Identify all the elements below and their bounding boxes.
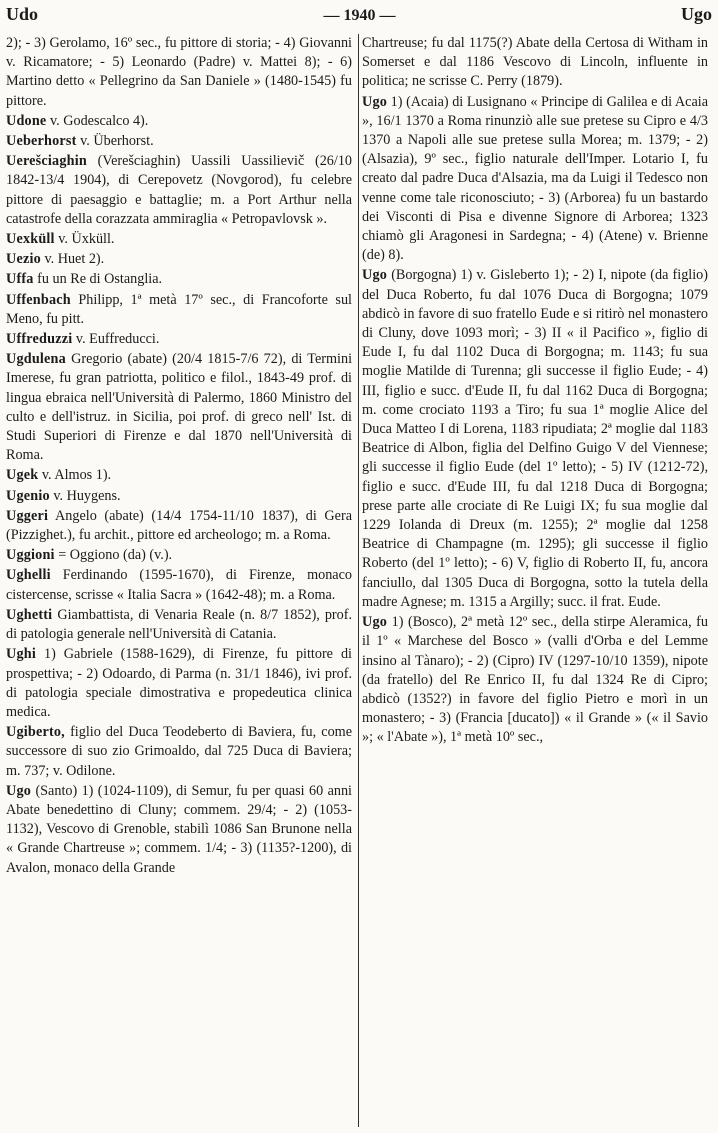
- entry-headword: Ueberhorst: [6, 133, 77, 150]
- dictionary-entry: [362, 93, 708, 266]
- dictionary-entry: [6, 250, 352, 269]
- dictionary-entry: [6, 723, 352, 781]
- entry-text: 1) (Bosco), 2ª metà 12º sec., della stirpe Aleramica, fu il 1º « Marchese del Bosco » (valli d'Orba e del Lemme insino al Tànaro); - 2) (Cipro) IV (1297-10/10 1359), nipote (da fratello) del Re Enrico II, fu dal 1324 Re di Cipro; abdicò (1352?) in favore del figlio Pietro e morì in un monastero; - 3) (Francia [ducato]) « il Grande » (« il Savio »; « l'Abate »), 1ª metà 10º sec.,: [362, 614, 708, 746]
- dictionary-entry: [6, 291, 352, 329]
- entry-text: (Santo) 1) (1024-1109), di Semur, fu per quasi 60 anni Abate benedettino di Cluny; commem. 29/4; - 2) (1053-1132), Vescovo di Grenoble, stabilì 1086 San Brunone nella « Grande Chartreuse »; commem. 1/4; - 3) (1135?-1200), di Avalon, monaco della Grande: [6, 782, 353, 876]
- dictionary-entry: [362, 613, 708, 747]
- entry-text: v. Almos 1).: [41, 467, 112, 484]
- header-left-guideword: Udo: [6, 4, 39, 24]
- entry-headword: Ugdulena: [6, 351, 66, 368]
- entry-text: v. Huet 2).: [44, 251, 105, 268]
- dictionary-entry: [6, 606, 352, 644]
- entry-text: 1) Gabriele (1588-1629), di Firenze, fu pittore di prospettiva; - 2) Odoardo, di Parma (n. 31/1 1846), ivi prof. di patologia speciale dimostrativa e propedeutica clinica medica.: [6, 646, 352, 720]
- dictionary-entry: [6, 645, 352, 722]
- dictionary-entry: [362, 266, 708, 612]
- entry-text: Gregorio (abate) (20/4 1815-7/6 72), di Termini Imerese, fu gran patriotta, politico e filol., 1843-49 prof. di lingua ebraica nell'Università di Palermo, 1860 Ministro del culto e dell'istruz. in Sicilia, poi prof. di greco nell' Ist. di Studi Superiori di Firenze e dal 1870 nell'Università di Roma.: [6, 351, 353, 464]
- left-column: [6, 34, 352, 878]
- dictionary-entry: [6, 466, 352, 485]
- entry-text: 1) (Acaia) di Lusignano « Principe di Galilea e di Acaia », 16/1 1370 a Roma rinunziò alle sue pretese su Cipro e 4/3 1370 a Napoli alle sue pretese sulla Morea; m. 1379; - 2) (Alsazia), 9º sec., figlio naturale dell'Imper. Lotario I, fu creato dal padre Duca d'Alsazia, ma da Luigi il Tedesco non venne come tale riconosciuto; - 3) (Arborea) fu un bastardo dei Visconti di Pisa e divenne Signore di Arborea; 1323 chiamò gli Aragonesi in Sardegna; - 4) (Atene) v. Brienne (de) 8).: [362, 93, 708, 264]
- entry-headword: Ugo: [362, 267, 388, 284]
- entry-headword: Uffa: [6, 271, 34, 288]
- entry-headword: Udone: [6, 112, 47, 129]
- entry-headword: Ugiberto,: [6, 724, 65, 741]
- dictionary-entry: [6, 112, 352, 131]
- dictionary-entry: [6, 566, 352, 604]
- entry-headword: Ugenio: [6, 487, 50, 504]
- entry-text: = Oggiono (da) (v.).: [58, 547, 173, 564]
- entry-headword: Ugo: [362, 614, 388, 631]
- dictionary-entry: [6, 132, 352, 151]
- entry-text: (Verešciaghin) Uassili Uassilievič (26/10 1842-13/4 1904), di Cerepovetz (Novgorod), fu celebre pittore di paesaggio e battaglie; m. a Port Arthur nella catastrofe della corazzata ammiraglia « Petropavlovsk ».: [6, 153, 353, 227]
- entry-text: Chartreuse; fu dal 1175(?) Abate della Certosa di Witham in Somerset e dal 1186 Vescovo di Lincoln, influente in politica; ne scrisse C. Perry (1879).: [362, 35, 708, 90]
- entry-text: Giambattista, di Venaria Reale (n. 8/7 1852), prof. di patologia generale nell'Università di Catania.: [6, 606, 353, 643]
- entry-headword: Ugo: [362, 93, 388, 110]
- entry-text: 2); - 3) Gerolamo, 16º sec., fu pittore di storia; - 4) Giovanni v. Ricamatore; - 5) Leonardo (Padre) v. Mattei 8); - 6) Martino detto « Pellegrino da San Daniele » (1480-1545) fu pittore.: [6, 35, 352, 109]
- entry-text: v. Godescalco 4).: [49, 112, 149, 129]
- entry-headword: Uggioni: [6, 547, 55, 564]
- entry-text: v. Euffreducci.: [75, 331, 160, 348]
- column-divider: [358, 34, 359, 1127]
- dictionary-entry: [6, 487, 352, 506]
- dictionary-entry: [6, 782, 352, 878]
- right-column: [362, 34, 708, 878]
- dictionary-entry: [6, 507, 352, 545]
- text-columns: [6, 34, 712, 878]
- entry-headword: Ugek: [6, 467, 39, 484]
- entry-text: v. Üxküll.: [58, 231, 115, 248]
- entry-text: v. Überhorst.: [80, 133, 154, 150]
- entry-headword: Uerešciaghin: [6, 153, 87, 170]
- dictionary-entry: [362, 34, 708, 92]
- entry-headword: Uffenbach: [6, 291, 71, 308]
- entry-headword: Uffreduzzi: [6, 331, 73, 348]
- dictionary-entry: [6, 350, 352, 465]
- page-number: — 1940 —: [323, 7, 396, 24]
- entry-headword: Uggeri: [6, 507, 49, 524]
- dictionary-entry: [6, 230, 352, 249]
- entry-text: Ferdinando (1595-1670), di Firenze, monaco cistercense, scrisse « Italia Sacra » (1642-48); m. a Roma.: [6, 567, 352, 603]
- entry-headword: Uexküll: [6, 231, 55, 248]
- header-right-guideword: Ugo: [680, 4, 712, 24]
- entry-headword: Uezio: [6, 251, 41, 268]
- entry-headword: Ughetti: [6, 606, 53, 623]
- dictionary-entry: [6, 270, 352, 289]
- entry-text: fu un Re di Ostanglia.: [37, 271, 163, 288]
- entry-headword: Ughelli: [6, 567, 51, 584]
- entry-text: v. Huygens.: [53, 487, 121, 504]
- entry-text: (Borgogna) 1) v. Gisleberto 1); - 2) I, nipote (da figlio) del Duca Roberto, fu dal 1076 Duca di Borgogna; 1079 abdicò in favore di suo fratello Eude e si ritirò nel monastero di Cluny, dove 1093 morì; - 3) II « il Pacifico », figlio di Eude I, fu dal 1102 Duca di Borgogna; m. 1143; fu sua moglie Matilde di Turenna; gli successe il figlio Eude; - 4) III, figlio e succ. d'Eude II, fu dal 1162 Duca di Borgogna; m. come crociato 1193 a Tiro; fu sua 1ª moglie Alice del Duca Matteo I di Lorena, 1183 ripudiata; 2ª moglie dal 1183 Beatrice di Albon, figlia del Delfino Guigo V del Viennese; gli successe il figlio Eude (del 1º letto); - 5) IV (1212-72), figlio e succ. d'Eude III, fu dal 1218 Duca di Borgogna; prese parte alle crociate di Re Luigi IX; fu sua moglie dal 1229 Iolanda di Dreux (m. 1255); 2ª moglie dal 1258 Beatrice di Champagne (m. 1295); gli successe il figlio Roberto (del 1º letto); - 6) V, figlio di Roberto II, fu, ancora fanciullo, dal 1305 Duca di Borgogna, sotto la tutela della madre Agnese; m. 1315 a Argilly; succ. il frat. Eude.: [362, 267, 708, 610]
- dictionary-entry: [6, 34, 352, 111]
- entry-text: figlio del Duca Teodeberto di Baviera, fu, come successore di suo zio Grimoaldo, dal 725 Duca di Baviera; m. 737; v. Odilone.: [6, 724, 353, 779]
- dictionary-entry: [6, 330, 352, 349]
- entry-headword: Ugo: [6, 782, 32, 799]
- entry-text: Philipp, 1ª metà 17º sec., di Francoforte sul Meno, fu pitt.: [6, 291, 352, 327]
- dictionary-entry: [6, 152, 352, 229]
- dictionary-entry: [6, 546, 352, 565]
- entry-text: Angelo (abate) (14/4 1754-11/10 1837), di Gera (Pizzighet.), fu archit., pittore ed archeologo; m. a Roma.: [6, 507, 352, 544]
- entry-headword: Ughi: [6, 646, 36, 663]
- page-header: [6, 4, 712, 34]
